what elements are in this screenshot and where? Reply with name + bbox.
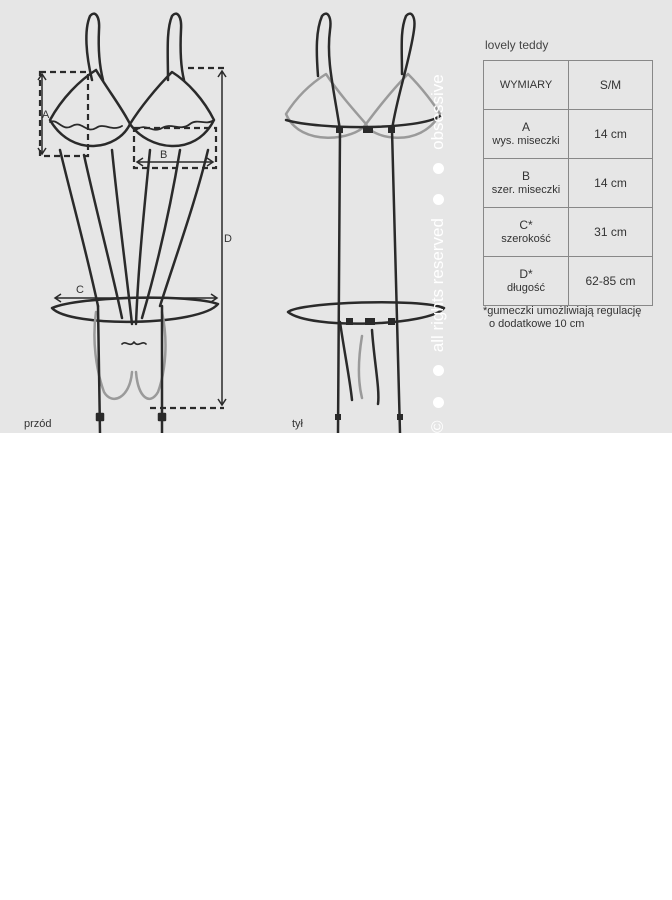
- front-view: [50, 14, 218, 433]
- dim-d-letter: D: [224, 233, 232, 245]
- dim-c-letter: C: [76, 284, 84, 296]
- front-right-clip: [159, 414, 165, 420]
- front-right-cup: [130, 72, 214, 146]
- footnote-line2: o dodatkowe 10 cm: [489, 318, 585, 330]
- size-table: [483, 60, 653, 306]
- back-view-label: tył: [292, 418, 303, 430]
- back-right-strap: [392, 14, 414, 130]
- front-left-clip: [97, 414, 103, 420]
- row-value: 14 cm: [569, 110, 653, 159]
- watermark-rights: all rights reserved: [428, 218, 447, 353]
- table-row: [484, 257, 653, 306]
- header-dimensions: WYMIARY: [484, 61, 569, 110]
- dim-a-letter: A: [42, 109, 50, 121]
- front-thong: [94, 312, 165, 399]
- watermark-brand: obsessive: [428, 74, 447, 150]
- back-left-clip: [335, 414, 341, 420]
- watermark: [428, 0, 448, 433]
- table-row: [484, 159, 653, 208]
- watermark-dot-3: [433, 194, 444, 205]
- front-right-strap: [168, 14, 184, 80]
- back-right-clip: [397, 414, 403, 420]
- front-thong-lace: [122, 342, 146, 344]
- front-body-outline-right: [160, 150, 208, 306]
- table-row: [484, 208, 653, 257]
- table-row: [484, 110, 653, 159]
- back-view: [286, 14, 444, 433]
- back-waist-clip-3: [388, 318, 395, 325]
- product-name: lovely teddy: [485, 38, 549, 52]
- footnote: [483, 305, 641, 331]
- front-left-cup: [50, 70, 130, 146]
- watermark-dot-4: [433, 163, 444, 174]
- back-waist-clip-1: [346, 318, 353, 325]
- back-right-line: [392, 130, 400, 433]
- row-value: 14 cm: [569, 159, 653, 208]
- row-name: szer. miseczki: [491, 184, 561, 196]
- header-size: S/M: [569, 61, 653, 110]
- front-view-label: przód: [24, 418, 52, 430]
- row-label: [484, 257, 569, 306]
- front-left-cup-lace: [50, 121, 122, 129]
- diagram-panel: [0, 0, 672, 433]
- row-name: wys. miseczki: [492, 135, 560, 147]
- row-label: [484, 110, 569, 159]
- dimension-letters: [42, 109, 232, 296]
- row-name: szerokość: [501, 233, 551, 245]
- back-waist-clip-2: [365, 318, 375, 325]
- back-band-clip-2: [363, 126, 373, 133]
- row-code: B: [521, 169, 530, 183]
- back-thong-grey: [359, 336, 362, 398]
- watermark-dot-1: [433, 397, 444, 408]
- dim-b-letter: B: [160, 149, 168, 161]
- size-table-header: [484, 61, 653, 110]
- front-body-outline-left: [60, 150, 98, 306]
- row-label: [484, 208, 569, 257]
- row-value: 31 cm: [569, 208, 653, 257]
- row-code: A: [521, 120, 530, 134]
- row-name: długość: [507, 282, 545, 294]
- row-code: C*: [519, 218, 533, 232]
- back-left-strap: [317, 14, 340, 130]
- row-label: [484, 159, 569, 208]
- row-value: 62-85 cm: [569, 257, 653, 306]
- footnote-line1: *gumeczki umożliwiają regulację: [483, 305, 642, 317]
- row-code: D*: [519, 267, 533, 281]
- watermark-copyright: ©: [428, 420, 447, 433]
- watermark-dot-2: [433, 365, 444, 376]
- back-left-line: [338, 130, 340, 433]
